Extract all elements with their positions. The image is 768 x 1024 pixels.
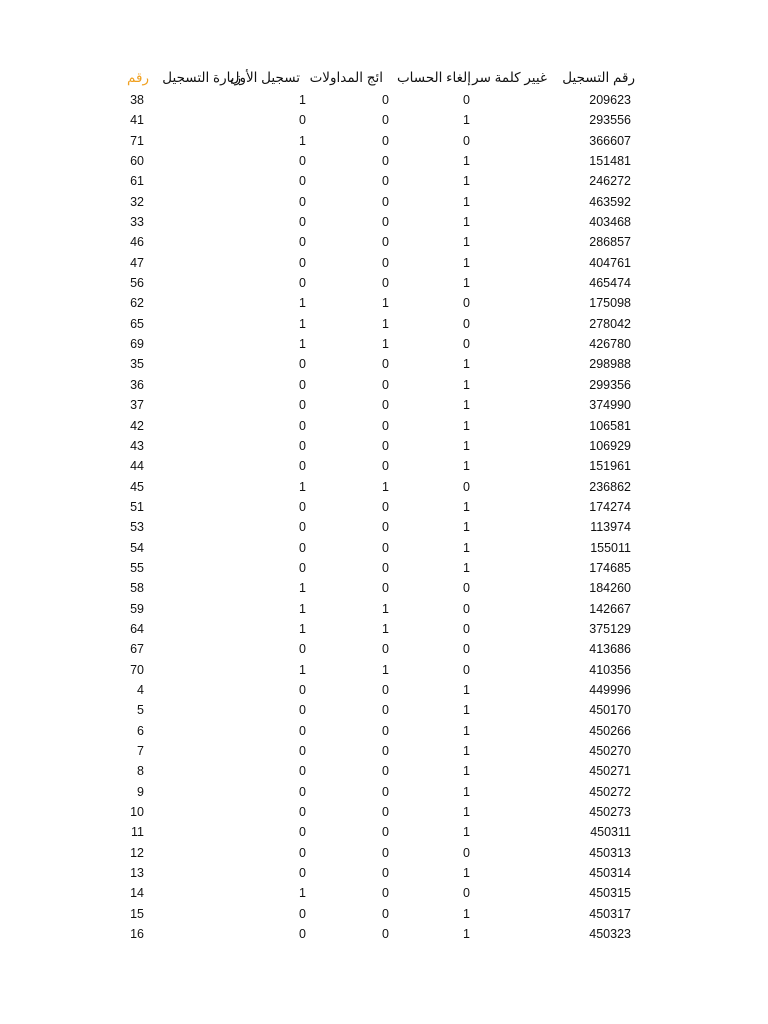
- table-cell: 1: [299, 133, 306, 148]
- table-cell: 1: [463, 744, 470, 758]
- table-cell: 1: [299, 337, 306, 352]
- column-header-0: رقم التسجيل: [562, 70, 635, 85]
- table-cell: 0: [463, 337, 470, 352]
- table-cell: 0: [299, 560, 306, 575]
- table-cell: 0: [299, 540, 306, 555]
- table-cell: 1: [463, 906, 470, 921]
- column-header-5: زيارة التسجيل: [162, 70, 241, 85]
- table-cell: 1: [299, 662, 306, 677]
- table-cell: 7: [137, 744, 144, 758]
- table-cell: 1: [299, 479, 306, 494]
- table-cell: 0: [299, 845, 306, 860]
- table-cell: 151961: [589, 459, 631, 474]
- table-row: [112, 354, 635, 374]
- table-row: [112, 700, 635, 720]
- table-cell: 413686: [589, 642, 631, 657]
- table-cell: 106581: [589, 418, 631, 433]
- table-cell: 0: [299, 825, 306, 840]
- table-cell: 32: [130, 194, 144, 209]
- table-row: [112, 680, 635, 700]
- table-cell: 58: [130, 581, 144, 596]
- table-row: [112, 639, 635, 659]
- table-cell: 1: [382, 337, 389, 352]
- table-cell: 60: [130, 154, 144, 169]
- table-cell: 62: [130, 296, 144, 311]
- table-cell: 0: [382, 520, 389, 535]
- table-row: [112, 741, 635, 761]
- table-cell: 0: [382, 581, 389, 596]
- table-cell: 0: [382, 499, 389, 514]
- table-cell: 1: [463, 764, 470, 779]
- table-cell: 1: [463, 438, 470, 453]
- table-row: [112, 232, 635, 252]
- table-cell: 1: [299, 601, 306, 616]
- table-row: [112, 782, 635, 802]
- table-cell: 1: [299, 581, 306, 596]
- table-cell: 0: [382, 418, 389, 433]
- table-cell: 53: [130, 520, 144, 535]
- table-cell: 0: [463, 845, 470, 860]
- table-cell: 450315: [589, 886, 631, 901]
- table-row: [112, 395, 635, 415]
- table-row: [112, 802, 635, 822]
- table-cell: 0: [382, 845, 389, 860]
- table-cell: 11: [131, 825, 144, 840]
- table-cell: 0: [382, 764, 389, 779]
- table-cell: 0: [382, 215, 389, 230]
- spreadsheet-table: [112, 68, 635, 944]
- table-cell: 142667: [589, 601, 631, 616]
- table-cell: 410356: [589, 662, 631, 677]
- table-row: [112, 599, 635, 619]
- table-cell: 71: [130, 133, 144, 148]
- table-row: [112, 456, 635, 476]
- table-cell: 0: [382, 398, 389, 413]
- table-cell: 1: [299, 296, 306, 311]
- table-cell: 44: [130, 459, 144, 474]
- table-cell: 1: [463, 927, 470, 942]
- table-cell: 0: [299, 764, 306, 779]
- table-row: [112, 293, 635, 313]
- table-cell: 174685: [589, 560, 631, 575]
- table-cell: 0: [463, 296, 470, 311]
- table-cell: 69: [130, 337, 144, 352]
- table-cell: 0: [382, 174, 389, 189]
- table-cell: 0: [299, 805, 306, 820]
- table-cell: 61: [130, 174, 144, 189]
- table-cell: 0: [382, 682, 389, 697]
- table-cell: 450313: [589, 845, 631, 860]
- table-cell: 0: [299, 520, 306, 535]
- table-cell: 10: [130, 805, 144, 820]
- table-cell: 0: [382, 438, 389, 453]
- table-cell: 56: [130, 276, 144, 291]
- table-cell: 0: [299, 255, 306, 270]
- table-row: [112, 110, 635, 130]
- table-cell: 286857: [589, 235, 631, 250]
- table-cell: 4: [137, 682, 144, 697]
- table-cell: 278042: [589, 316, 631, 331]
- table-cell: 65: [130, 316, 144, 331]
- table-cell: 0: [299, 215, 306, 230]
- table-cell: 0: [382, 194, 389, 209]
- table-row: [112, 619, 635, 639]
- table-row: [112, 497, 635, 517]
- table-cell: 0: [299, 459, 306, 474]
- table-cell: 0: [299, 499, 306, 514]
- table-cell: 450170: [589, 703, 631, 718]
- table-cell: 174274: [589, 499, 631, 514]
- table-cell: 113974: [590, 520, 631, 535]
- table-cell: 54: [130, 540, 144, 555]
- table-cell: 0: [463, 886, 470, 901]
- table-cell: 0: [382, 805, 389, 820]
- table-cell: 0: [299, 927, 306, 942]
- table-cell: 0: [299, 723, 306, 738]
- table-cell: 46: [130, 235, 144, 250]
- table-cell: 0: [299, 703, 306, 718]
- table-cell: 5: [137, 703, 144, 718]
- table-cell: 35: [130, 357, 144, 372]
- table-cell: 1: [299, 316, 306, 331]
- header-row: [112, 68, 635, 90]
- table-row: [112, 375, 635, 395]
- table-cell: 0: [382, 723, 389, 738]
- column-header-4: تسجيل الأول: [229, 70, 300, 85]
- table-row: [112, 192, 635, 212]
- table-cell: 14: [130, 886, 144, 901]
- table-cell: 16: [130, 927, 144, 942]
- table-cell: 175098: [589, 296, 631, 311]
- table-cell: 298988: [589, 357, 631, 372]
- table-cell: 0: [299, 744, 306, 758]
- table-cell: 106929: [589, 438, 631, 453]
- table-cell: 450323: [589, 927, 631, 942]
- table-cell: 0: [299, 642, 306, 657]
- table-cell: 1: [463, 418, 470, 433]
- table-cell: 374990: [589, 398, 631, 413]
- table-cell: 59: [130, 601, 144, 616]
- table-cell: 1: [463, 499, 470, 514]
- table-cell: 0: [299, 784, 306, 799]
- table-cell: 375129: [589, 621, 631, 636]
- table-cell: 0: [382, 255, 389, 270]
- table-cell: 1: [382, 621, 389, 636]
- table-cell: 1: [463, 520, 470, 535]
- table-row: [112, 314, 635, 334]
- table-cell: 0: [299, 866, 306, 881]
- table-cell: 0: [382, 927, 389, 942]
- table-cell: 0: [463, 479, 470, 494]
- table-cell: 0: [299, 418, 306, 433]
- table-cell: 0: [463, 316, 470, 331]
- table-cell: 0: [299, 377, 306, 392]
- table-cell: 0: [382, 357, 389, 372]
- table-cell: 0: [382, 886, 389, 901]
- table-cell: 426780: [589, 337, 631, 352]
- table-row: [112, 273, 635, 293]
- table-cell: 0: [382, 93, 389, 107]
- table-row: [112, 416, 635, 436]
- table-cell: 0: [299, 113, 306, 128]
- table-cell: 38: [130, 93, 144, 107]
- table-row: [112, 171, 635, 191]
- table-row: [112, 538, 635, 558]
- table-cell: 1: [463, 398, 470, 413]
- table-cell: 1: [463, 174, 470, 189]
- table-cell: 1: [382, 479, 389, 494]
- table-row: [112, 151, 635, 171]
- table-cell: 404761: [589, 255, 631, 270]
- table-cell: 1: [299, 621, 306, 636]
- table-row: [112, 761, 635, 781]
- table-cell: 37: [130, 398, 144, 413]
- table-row: [112, 843, 635, 863]
- table-cell: 450272: [589, 784, 631, 799]
- table-cell: 450311: [590, 825, 631, 840]
- table-cell: 51: [130, 499, 144, 514]
- table-cell: 0: [463, 642, 470, 657]
- table-row: [112, 334, 635, 354]
- table-cell: 55: [130, 560, 144, 575]
- column-header-1: غيير كلمة سر: [472, 70, 547, 85]
- table-cell: 0: [299, 235, 306, 250]
- table-body: [112, 90, 635, 944]
- table-cell: 184260: [589, 581, 631, 596]
- table-cell: 0: [299, 906, 306, 921]
- table-row: [112, 212, 635, 232]
- table-cell: 1: [382, 316, 389, 331]
- table-row: [112, 883, 635, 903]
- table-cell: 0: [299, 194, 306, 209]
- table-cell: 450273: [589, 805, 631, 820]
- table-cell: 47: [130, 255, 144, 270]
- table-cell: 1: [463, 540, 470, 555]
- table-cell: 1: [463, 154, 470, 169]
- table-cell: 0: [382, 154, 389, 169]
- table-cell: 45: [130, 479, 144, 494]
- table-row: [112, 90, 635, 110]
- table-cell: 0: [382, 235, 389, 250]
- table-row: [112, 477, 635, 497]
- table-row: [112, 436, 635, 456]
- table-cell: 463592: [589, 194, 631, 209]
- table-cell: 0: [382, 825, 389, 840]
- table-cell: 0: [463, 662, 470, 677]
- table-cell: 0: [299, 357, 306, 372]
- table-cell: 0: [299, 438, 306, 453]
- table-row: [112, 660, 635, 680]
- table-cell: 0: [299, 154, 306, 169]
- table-cell: 151481: [589, 154, 631, 169]
- table-cell: 450317: [589, 906, 631, 921]
- table-cell: 1: [463, 682, 470, 697]
- table-cell: 0: [382, 866, 389, 881]
- table-cell: 70: [130, 662, 144, 677]
- table-cell: 0: [382, 744, 389, 758]
- table-cell: 0: [299, 174, 306, 189]
- column-header-6: رقم: [127, 70, 149, 85]
- table-cell: 1: [299, 886, 306, 901]
- table-cell: 299356: [589, 377, 631, 392]
- table-cell: 43: [130, 438, 144, 453]
- table-cell: 36: [130, 377, 144, 392]
- table-cell: 450314: [589, 866, 631, 881]
- table-cell: 246272: [589, 174, 631, 189]
- table-cell: 8: [137, 764, 144, 779]
- table-cell: 450271: [589, 764, 631, 779]
- column-header-3: ائج المداولات: [309, 70, 383, 85]
- table-cell: 366607: [589, 133, 631, 148]
- table-cell: 0: [463, 581, 470, 596]
- table-cell: 42: [130, 418, 144, 433]
- table-cell: 450266: [589, 723, 631, 738]
- table-cell: 209623: [589, 93, 631, 107]
- table-cell: 1: [463, 560, 470, 575]
- table-cell: 33: [130, 215, 144, 230]
- table-cell: 1: [382, 662, 389, 677]
- table-row: [112, 578, 635, 598]
- table-cell: 0: [382, 784, 389, 799]
- table-cell: 0: [463, 601, 470, 616]
- table-cell: 450270: [589, 744, 631, 758]
- table-row: [112, 924, 635, 944]
- table-row: [112, 721, 635, 741]
- table-row: [112, 253, 635, 273]
- table-cell: 1: [463, 276, 470, 291]
- table-cell: 1: [463, 723, 470, 738]
- table-row: [112, 517, 635, 537]
- column-header-2: إلغاء الحساب: [396, 70, 471, 85]
- table-cell: 67: [130, 642, 144, 657]
- table-cell: 1: [463, 113, 470, 128]
- table-cell: 403468: [589, 215, 631, 230]
- table-row: [112, 863, 635, 883]
- table-cell: 0: [382, 113, 389, 128]
- table-cell: 293556: [589, 113, 631, 128]
- table-cell: 0: [382, 906, 389, 921]
- table-cell: 0: [299, 682, 306, 697]
- table-cell: 64: [130, 621, 144, 636]
- table-cell: 465474: [589, 276, 631, 291]
- table-cell: 0: [382, 133, 389, 148]
- table-cell: 6: [137, 723, 144, 738]
- table-cell: 1: [463, 703, 470, 718]
- table-cell: 0: [382, 703, 389, 718]
- table-cell: 155011: [590, 540, 631, 555]
- table-cell: 1: [463, 784, 470, 799]
- table-cell: 449996: [589, 682, 631, 697]
- table-row: [112, 131, 635, 151]
- table-cell: 1: [382, 601, 389, 616]
- table-cell: 236862: [589, 479, 631, 494]
- table-cell: 0: [382, 642, 389, 657]
- table-cell: 0: [299, 398, 306, 413]
- table-cell: 1: [463, 825, 470, 840]
- table-row: [112, 558, 635, 578]
- table-cell: 1: [463, 255, 470, 270]
- table-cell: 0: [463, 133, 470, 148]
- table-cell: 0: [382, 377, 389, 392]
- table-cell: 1: [463, 194, 470, 209]
- table-cell: 0: [463, 621, 470, 636]
- table-cell: 1: [463, 459, 470, 474]
- table-cell: 12: [130, 845, 144, 860]
- table-cell: 0: [382, 540, 389, 555]
- table-cell: 1: [463, 215, 470, 230]
- table-row: [112, 822, 635, 842]
- table-cell: 0: [382, 560, 389, 575]
- table-cell: 1: [299, 93, 306, 107]
- table-cell: 1: [463, 805, 470, 820]
- table-cell: 1: [463, 377, 470, 392]
- table-cell: 1: [463, 357, 470, 372]
- table-cell: 1: [463, 866, 470, 881]
- table-cell: 1: [382, 296, 389, 311]
- table-cell: 0: [463, 93, 470, 107]
- table-cell: 0: [382, 459, 389, 474]
- table-row: [112, 904, 635, 924]
- table-cell: 15: [130, 906, 144, 921]
- table-cell: 0: [299, 276, 306, 291]
- table-cell: 1: [463, 235, 470, 250]
- table-cell: 9: [137, 784, 144, 799]
- table-cell: 41: [130, 113, 144, 128]
- table-cell: 13: [130, 866, 144, 881]
- table-cell: 0: [382, 276, 389, 291]
